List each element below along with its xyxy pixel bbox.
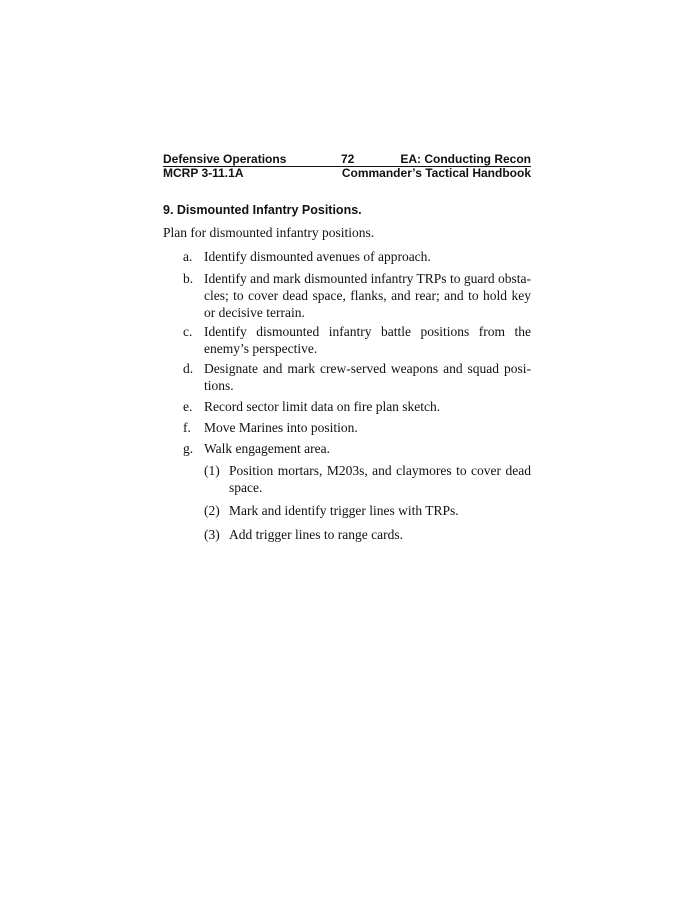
sub-list-item: Mark and identify trigger lines with TRPs. xyxy=(229,503,459,518)
publication-number: MCRP 3-11.1A xyxy=(163,166,244,180)
item-label: g. xyxy=(183,441,194,456)
list-item: Walk engagement area. xyxy=(204,441,330,456)
running-header-top xyxy=(163,152,531,167)
intro-paragraph: Plan for dismounted infantry positions. xyxy=(163,225,375,240)
section-heading: 9. Dismounted Infantry Positions. xyxy=(163,203,362,217)
list-item: Identify and mark dismounted infantry TRPs to guard obsta-cles; to cover dead space, flanks, and rear; and to hold key or decisive terrain. xyxy=(204,271,531,320)
sub-list-item: Add trigger lines to range cards. xyxy=(229,527,403,542)
list-item: Identify dismounted infantry battle positions from the enemy’s perspective. xyxy=(204,324,531,356)
publication-title: Commander’s Tactical Handbook xyxy=(341,166,531,180)
item-label: d. xyxy=(183,361,194,376)
running-header-bottom xyxy=(163,166,531,180)
subitem-label: (1) xyxy=(204,463,220,478)
item-label: c. xyxy=(183,324,193,339)
section-title: EA: Conducting Recon xyxy=(400,152,531,166)
page-number: 72 xyxy=(341,152,355,166)
list-item: Identify dismounted avenues of approach. xyxy=(204,249,431,264)
item-label: b. xyxy=(183,271,194,286)
subitem-label: (2) xyxy=(204,503,220,518)
chapter-title: Defensive Operations xyxy=(163,152,287,166)
list-item: Move Marines into position. xyxy=(204,420,358,435)
item-label: f. xyxy=(183,420,191,435)
list-item: Designate and mark crew-served weapons and squad posi-tions. xyxy=(204,361,531,393)
subitem-label: (3) xyxy=(204,527,220,542)
list-item: Record sector limit data on fire plan sketch. xyxy=(204,399,441,414)
item-label: e. xyxy=(183,399,193,414)
sub-list-item: Position mortars, M203s, and claymores to cover dead space. xyxy=(229,463,531,495)
item-label: a. xyxy=(183,249,193,264)
